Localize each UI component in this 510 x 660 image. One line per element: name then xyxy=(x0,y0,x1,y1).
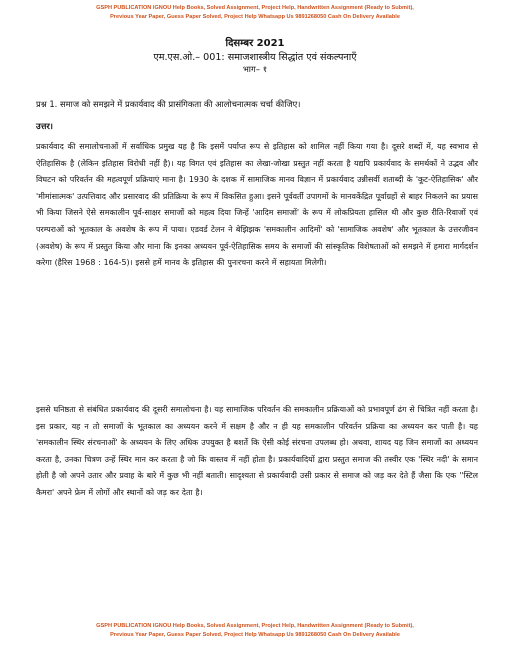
question-text: प्रश्न 1. समाज को समझने में प्रकार्यवाद की प्रासंगिकता की आलोचनात्मक चर्चा कीजिए। xyxy=(36,99,301,109)
footer-banner xyxy=(0,622,510,640)
header-banner xyxy=(0,4,510,22)
answer-paragraph-1: प्रकार्यवाद की समालोचनाओं में सर्वाधिक प्रमुख यह है कि इसमें पर्याप्त रूप से इतिहास को शामिल नहीं किया गया है। दूसरे शब्दों में, यह स्वभाव से ऐतिहासिक है (लेकिन इतिहास विरोधी नहीं है)। यह विगत एवं इतिहास का लेखा-जोखा प्रस्तुत नहीं करता है यद्यपि प्रकार्यवाद के समर्थकों ने उद्भव और विघटन को परिवर्तन की महत्वपूर्ण प्रक्रियाएं माना है। 1930 के दशक में सामाजिक मानव विज्ञान में प्रकार्यवाद उन्नीसवीं शताब्दी के 'कूट-ऐतिहासिक' और 'मीमांसात्मक' उत्पत्तिवाद और प्रसारवाद की प्रतिक्रिया के रूप में विकसित हुआ। इसने पूर्ववर्ती उपागमों के मानवकेंद्रित पूर्वाग्रहों से बाहर निकलने का प्रयास भी किया जिसने ऐसे समकालीन पूर्व-साक्षर समाजों को महत्व दिया जिन्हें 'आदिम समाजों' के रूप में लोकप्रियता हासिल थी और कुछ रीति-रिवाजों एवं परम्पराओं को भूतकाल के अवशेष के रूप में पाया। एडवर्ड टेलन ने बेझिझक 'समकालीन आदिमों' को 'सामाजिक अवशेष' और भूतकाल के उत्तरजीवन (अवशेष) के रूप में प्रस्तुत किया और माना कि इनका अध्ययन पूर्व-ऐतिहासिक समय के समाजों की सांस्कृतिक विशेषताओं को समझने में हमारा मार्गदर्शन करेगा (हैरिस 1968 : 164-5)। इससे हमें मानव के इतिहास की पुनःरचना करने में सहायता मिलेगी। xyxy=(36,142,478,268)
answer-paragraph-2: इससे घनिष्ठता से संबंधित प्रकार्यवाद की दूसरी समालोचना है। यह सामाजिक परिवर्तन की समकालीन प्रक्रियाओं को प्रभावपूर्ण ढंग से चित्रित नहीं करता है। इस प्रकार, यह न तो समाजों के भूतकाल का अध्ययन करने में सक्षम है और न ही यह समकालीन परिवर्तन प्रक्रिया का अध्ययन कर पाती है। यह 'समकालीन स्थिर संरचनाओं' के अध्ययन के लिए अधिक उपयुक्त है बशर्ते कि ऐसी कोई संरचना उपलब्ध हो। अथवा, शायद यह जिन समाजों का अध्ययन करता है, उनका चित्रण उन्हें स्थिर मान कर करता है जो कि वास्तव में नहीं होता है। प्रकार्यवादियों द्वारा प्रस्तुत समाज की तस्वीर एक 'स्थिर नदी' के समान होती है जो अपने उतार और प्रवाह के बारे में कुछ भी नहीं बताती। सादृश्यता से प्रकार्यवादी उसी प्रकार से समाज को जड़ कर देते हैं जैसा कि एक ''स्टिल कैमरा' अपने फ्रेम में लोगों और स्थानों को जड़ कर देता है। xyxy=(36,405,478,497)
exam-date: दिसम्बर 2021 xyxy=(225,38,285,49)
header-banner-line-1: GSPH PUBLICATION IGNOU Help Books, Solved Assignment, Project Help, Handwritten Assignment (Ready to Submit), xyxy=(96,5,414,11)
course-title: एम.एस.ओ.– 001: समाजशास्त्रीय सिद्धांत एवं संकल्पनाएँ xyxy=(153,52,357,63)
answer-label: उत्तर। xyxy=(36,121,53,131)
footer-banner-line-1: GSPH PUBLICATION IGNOU Help Books, Solved Assignment, Project Help, Handwritten Assignment (Ready to Submit), xyxy=(96,623,414,629)
part-label: भाग– १ xyxy=(242,65,268,75)
header-banner-line-2: Previous Year Paper, Guess Paper Solved, Project Help Whatsapp Us 9891268050 Cash On Delivery Available xyxy=(110,14,400,20)
footer-banner-line-2: Previous Year Paper, Guess Paper Solved, Project Help Whatsapp Us 9891268050 Cash On Delivery Available xyxy=(110,632,400,638)
